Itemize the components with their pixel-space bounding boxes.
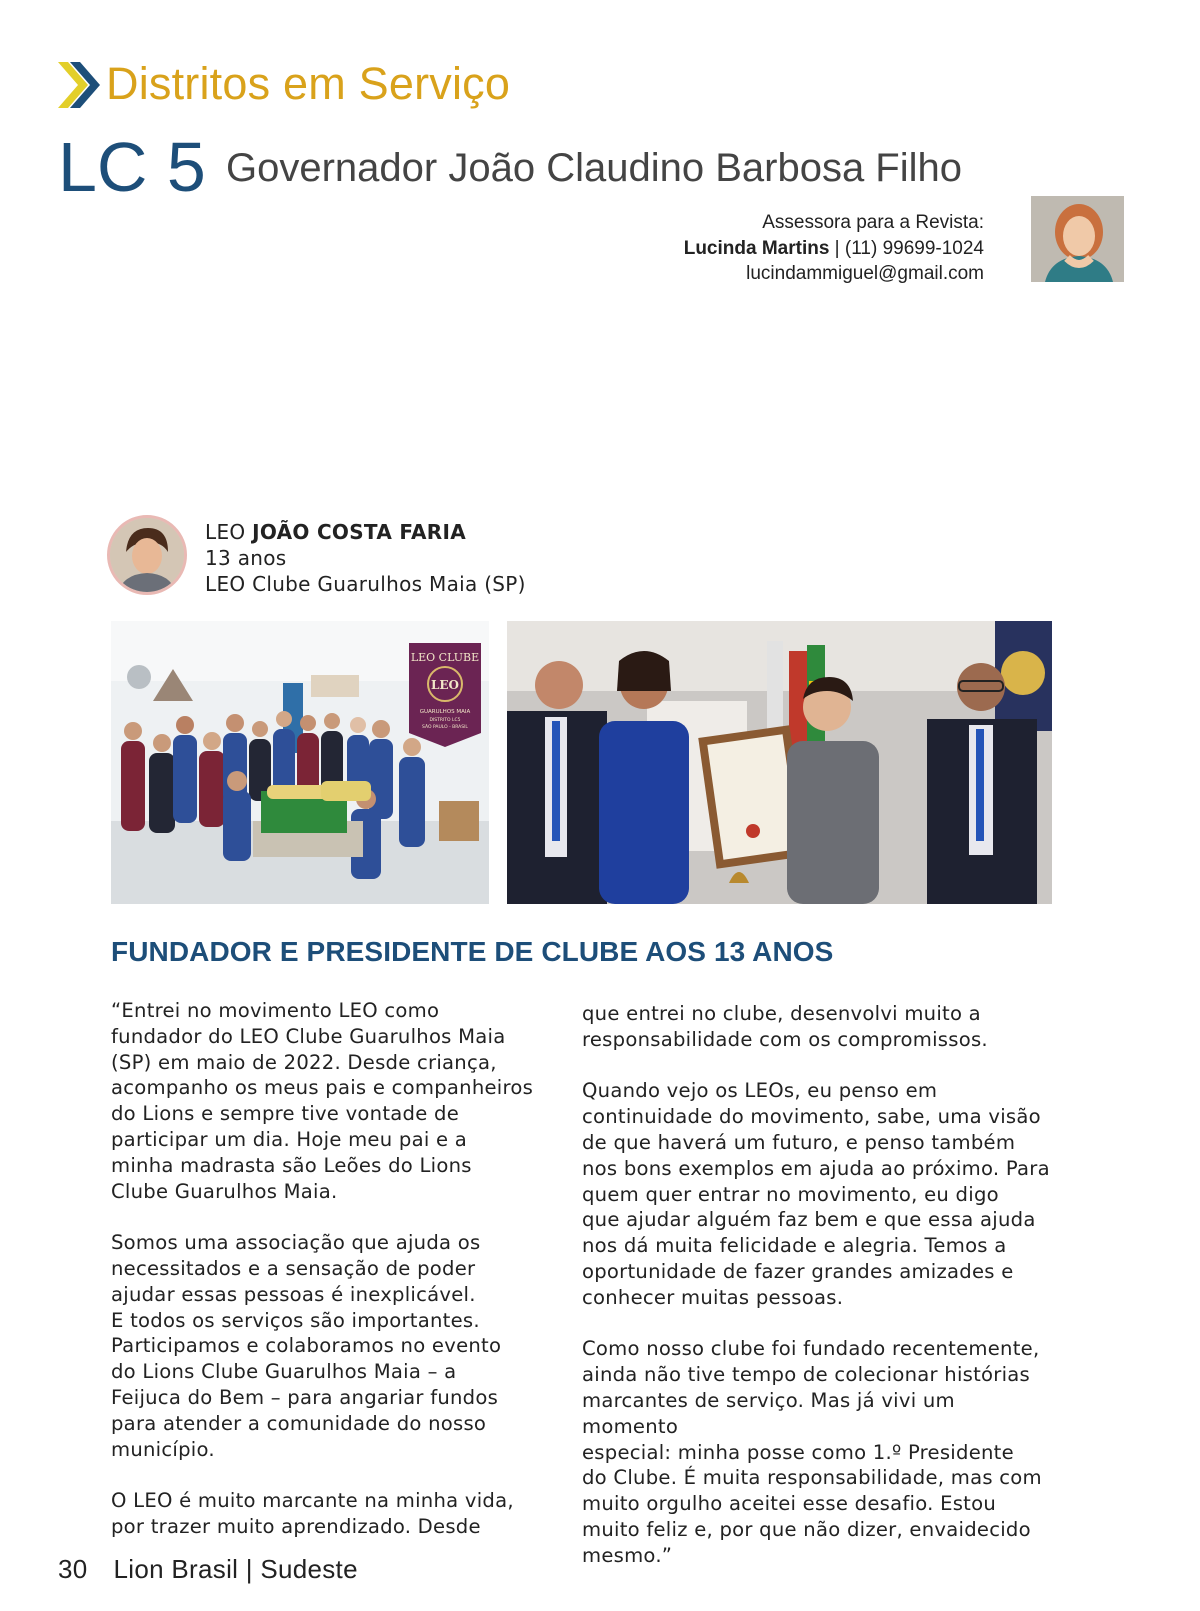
banner-monogram: LEO [430, 678, 460, 692]
certificate-photo-image [507, 621, 1052, 904]
leo-prefix: LEO [205, 520, 253, 544]
paragraph: Quando vejo os LEOs, eu penso em continuidade do movimento, sabe, uma visão de que haverá um futuro, e penso também nos bons exemplos em ajuda ao próximo. Para quem quer entrar no movimento, eu digo que ajudar alguém faz bem e que essa ajuda nos dá muita felicidade e alegria. Temos a oportunidade de fazer grandes amizades e conhecer muitas pessoas. [582, 1079, 1050, 1309]
banner-line1: GUARULHOS MAIA [419, 709, 471, 715]
banner-line2: DISTRITO LC5 [429, 718, 461, 723]
advisor-name: Lucinda Martins [683, 237, 830, 259]
article-headline: FUNDADOR E PRESIDENTE DE CLUBE AOS 13 ANOS [111, 936, 834, 967]
paragraph: Como nosso clube foi fundado recentemente, ainda não tive tempo de colecionar histórias marcantes de serviço. Mas já vivi um momento especial: minha posse como 1.º Presidente do Clube. É muita responsabilidade, mas com muito orgulho aceitei esse desafio. Estou muito feliz e, por que não dizer, envaidecido mesmo.” [582, 1337, 1042, 1567]
paragraph: Somos uma associação que ajuda os necessitados e a sensação de poder ajudar essas pessoas é inexplicável. E todos os serviços são importantes. Participamos e colaboramos no evento do Lions Clube Guarulhos Maia – a Feijuca do Bem – para angariar fundos para atender a comunidade do nosso município. [111, 1231, 502, 1461]
leo-banner [409, 643, 481, 747]
certificate-photo [507, 621, 1052, 904]
banner-line3: SÃO PAULO - BRASIL [422, 725, 468, 730]
leo-avatar [107, 515, 187, 595]
section-chevron-icon [58, 62, 100, 108]
paragraph: O LEO é muito marcante na minha vida, por trazer muito aprendizado. Desde [111, 1489, 514, 1538]
section-title: Distritos em Serviço [106, 58, 511, 109]
paragraph: “Entrei no movimento LEO como fundador do LEO Clube Guarulhos Maia (SP) em maio de 2022. Desde criança, acompanho os meus pais e companheiros do Lions e sempre tive vontade de participar um dia. Hoje meu pai e a minha madrasta são Leões do Lions Clube Guarulhos Maia. [111, 999, 534, 1203]
advisor-phone: (11) 99699-1024 [844, 237, 984, 259]
advisor-separator: | [829, 237, 845, 259]
advisor-name-phone [624, 236, 984, 262]
advisor-portrait-image [1031, 196, 1124, 282]
advisor-photo [1031, 196, 1124, 282]
publication-name: Lion Brasil | Sudeste [113, 1554, 358, 1584]
governor-name: Governador João Claudino Barbosa Filho [226, 146, 962, 190]
advisor-contact [624, 210, 984, 287]
leo-club: LEO Clube Guarulhos Maia (SP) [205, 572, 526, 596]
article-column-1 [111, 998, 541, 1566]
banner-title: LEO CLUBE [410, 651, 480, 664]
leo-age: 13 anos [205, 546, 287, 570]
district-code: LC 5 [58, 128, 206, 206]
page-number: 30 [58, 1554, 88, 1584]
advisor-email: lucindammiguel@gmail.com [746, 263, 984, 284]
leo-name-line [205, 519, 526, 545]
leo-name: JOÃO COSTA FARIA [252, 520, 467, 544]
advisor-role: Assessora para a Revista: [762, 212, 984, 233]
article-column-2 [582, 1001, 1052, 1594]
leo-portrait-image [110, 518, 184, 592]
group-photo [111, 621, 489, 904]
paragraph: que entrei no clube, desenvolvi muito a responsabilidade com os compromissos. [582, 1002, 988, 1051]
page-footer [58, 1554, 358, 1585]
group-photo-image [111, 621, 489, 904]
leo-info [205, 519, 526, 597]
